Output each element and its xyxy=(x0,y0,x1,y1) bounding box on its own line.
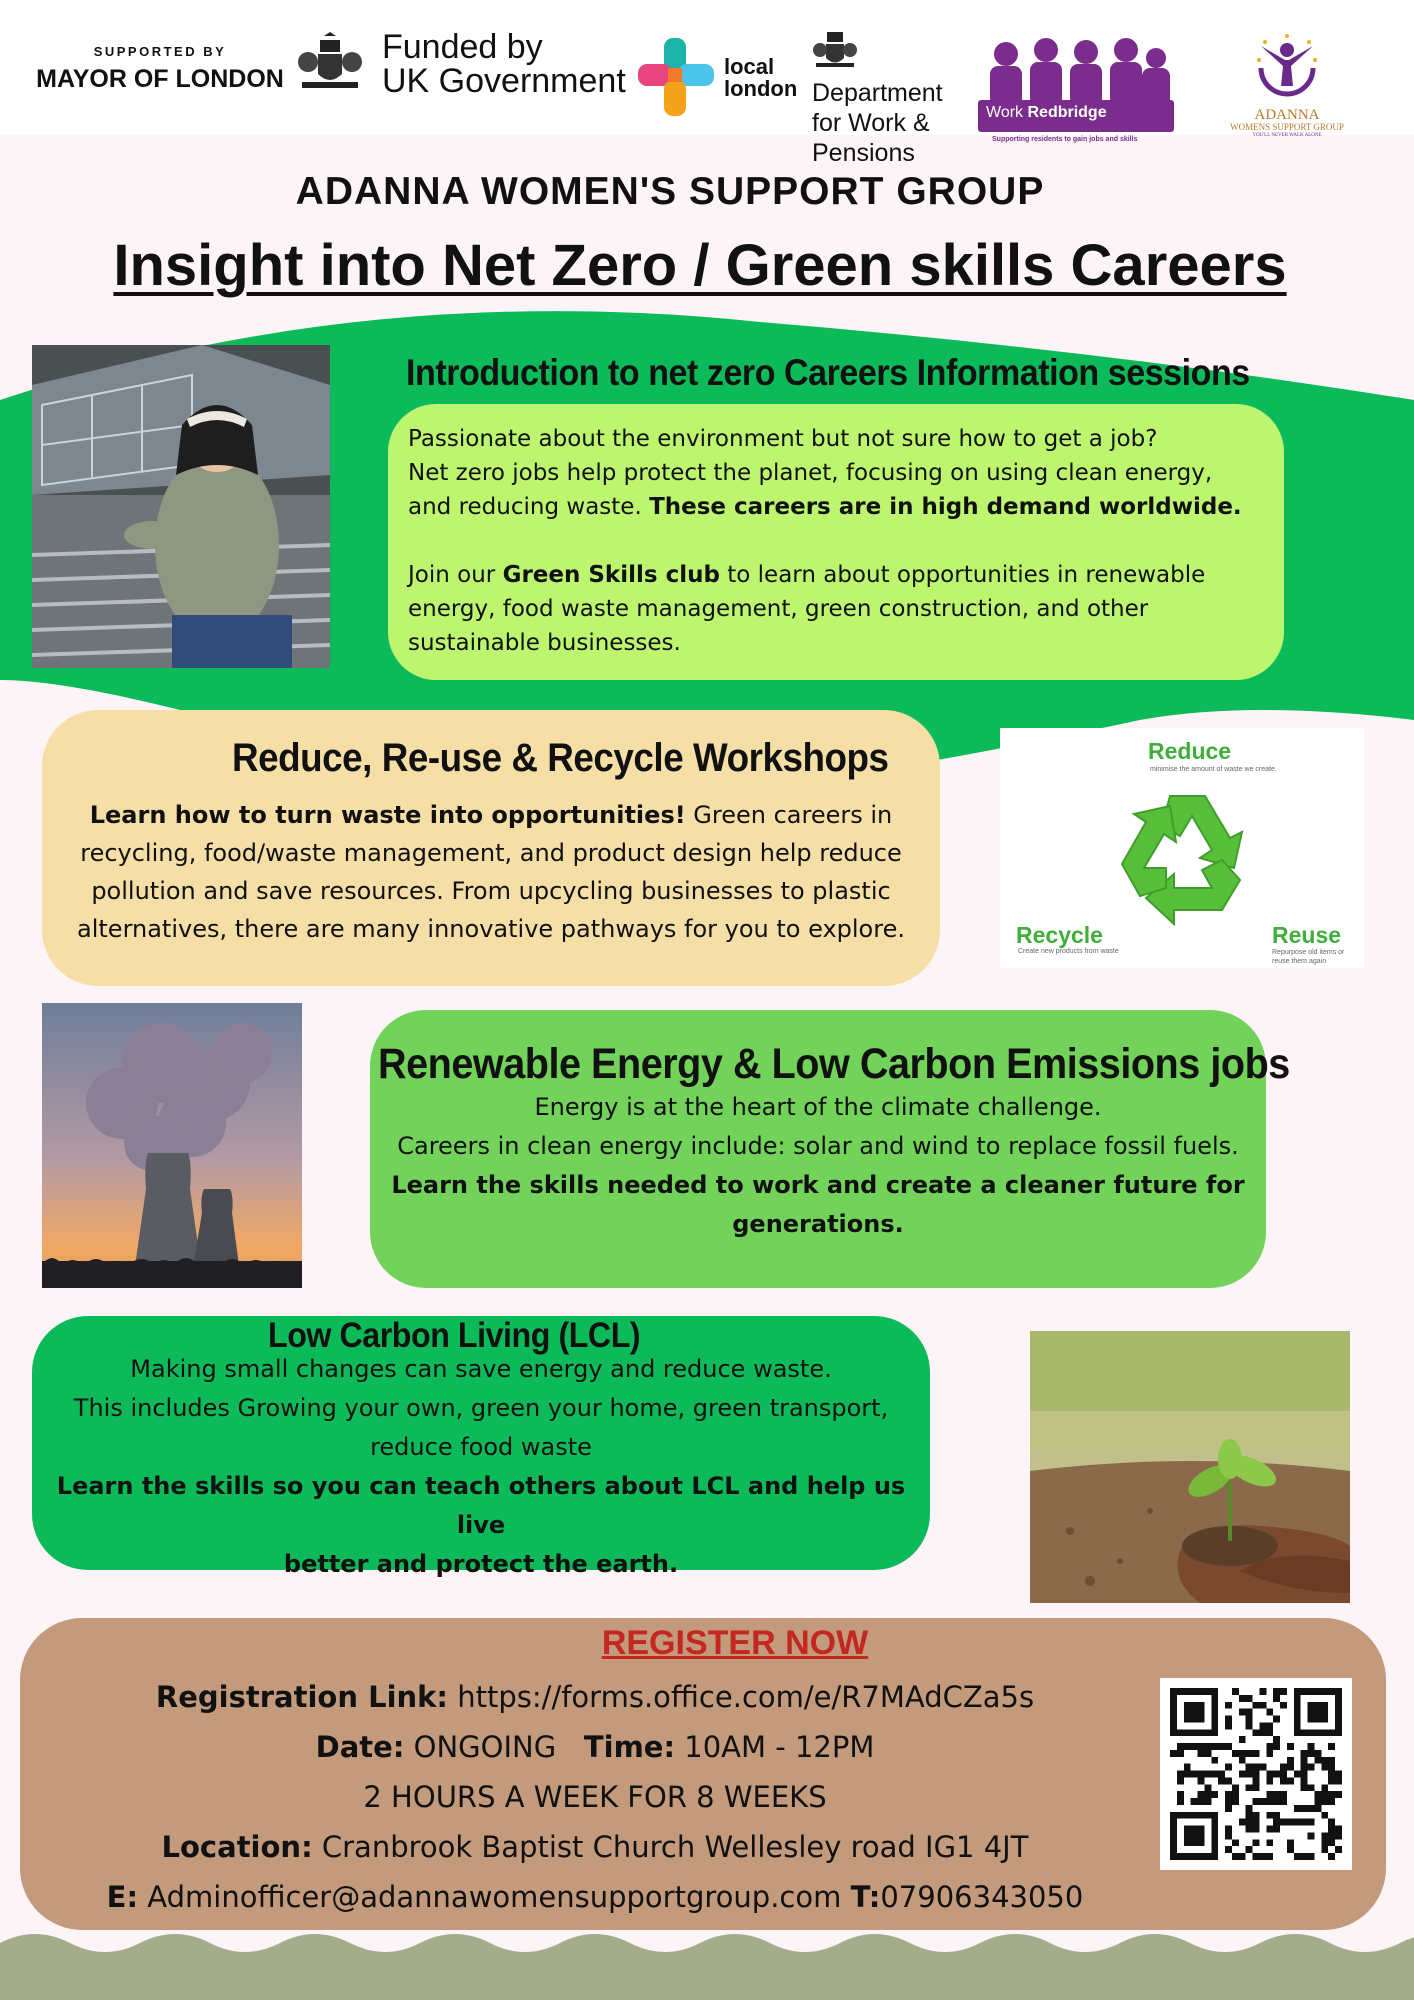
reuse-label: Reuse xyxy=(1272,922,1342,948)
adanna-logo-tag: YOU'LL NEVER WALK ALONE xyxy=(1252,133,1322,138)
energy-bold-1: Learn the skills needed to work and create a cleaner future for xyxy=(391,1171,1245,1199)
org-title: ADANNA WOMEN'S SUPPORT GROUP xyxy=(295,170,1045,213)
work-redbridge-logo xyxy=(978,36,1174,146)
intro-line-3-regular: and reducing waste. xyxy=(408,494,650,520)
spacer xyxy=(408,524,1268,558)
royal-crest-icon xyxy=(294,32,366,94)
location-line xyxy=(20,1822,1170,1872)
intro-p2-prefix: Join our xyxy=(408,562,503,588)
intro-line-5: energy, food waste management, green construction, and other xyxy=(408,596,1149,622)
recycle-line-3: pollution and save resources. From upcycling businesses to plastic xyxy=(91,877,891,905)
register-details xyxy=(20,1672,1170,1922)
recycle-heading: Reduce, Re-use & Recycle Workshops xyxy=(232,736,889,780)
time-value: 10AM - 12PM xyxy=(675,1730,875,1764)
reuse-sub: Repurpose old items or reuse them again xyxy=(1272,949,1345,965)
intro-line-4 xyxy=(408,558,1268,592)
energy-body xyxy=(380,1088,1256,1244)
registration-link-line[interactable] xyxy=(20,1672,1170,1722)
recycle-line-2: recycling, food/waste management, and product design help reduce xyxy=(80,839,902,867)
reduce-reuse-recycle-graphic xyxy=(1000,728,1364,968)
recycle-sub: Create new products from waste xyxy=(1018,948,1119,955)
recycle-after-bold: Green careers in xyxy=(685,801,893,829)
work-prefix: Work xyxy=(986,104,1028,121)
lcl-bold-2: better and protect the earth. xyxy=(283,1550,679,1578)
registration-link-url[interactable]: https://forms.office.com/e/R7MAdCZa5s xyxy=(448,1680,1035,1714)
intro-info-box xyxy=(388,404,1284,680)
dwp-logo-text xyxy=(812,78,943,168)
dwp-line-2: for Work & xyxy=(812,109,930,137)
email-label: E: xyxy=(106,1880,139,1914)
qr-code-icon xyxy=(1170,1688,1342,1860)
recycle-line-1 xyxy=(56,796,926,834)
date-time-line xyxy=(20,1722,1170,1772)
intro-p2-suffix: to learn about opportunities in renewable xyxy=(719,562,1206,588)
lcl-line-1: Making small changes can save energy and reduce waste. xyxy=(130,1355,832,1383)
local-london-cross-icon xyxy=(638,38,714,116)
supported-by-text: SUPPORTED BY xyxy=(93,44,227,59)
duration-line: 2 HOURS A WEEK FOR 8 WEEKS xyxy=(363,1780,827,1814)
seedling-in-hands-photo xyxy=(1030,1331,1350,1603)
registration-qr-code[interactable] xyxy=(1160,1678,1352,1870)
lcl-box xyxy=(32,1316,930,1578)
redbridge-name: Redbridge xyxy=(1027,104,1107,121)
lcl-line-2: This includes Growing your own, green your home, green transport, xyxy=(73,1394,889,1422)
lcl-bold-1: Learn the skills so you can teach others about LCL and help us live xyxy=(56,1472,906,1539)
contact-line xyxy=(20,1872,1170,1922)
recycle-arrows-icon xyxy=(1110,776,1270,926)
intro-heading: Introduction to net zero Careers Information sessions xyxy=(406,352,1250,393)
green-skills-club-emphasis: Green Skills club xyxy=(502,562,720,588)
dwp-crest-icon xyxy=(812,28,858,70)
time-label: Time: xyxy=(583,1730,676,1764)
page-title: Insight into Net Zero / Green skills Careers xyxy=(113,233,1287,298)
register-now-heading: REGISTER NOW xyxy=(601,1624,869,1662)
adanna-logo-sub: WOMENS SUPPORT GROUP xyxy=(1230,122,1344,132)
local-line2: london xyxy=(724,76,798,101)
lcl-heading: Low Carbon Living (LCL) xyxy=(268,1316,641,1355)
funded-by-uk-gov-logo xyxy=(382,30,626,98)
intro-line-2: Net zero jobs help protect the planet, focusing on using clean energy, xyxy=(408,460,1213,486)
woman-with-solar-car-photo xyxy=(32,345,330,668)
location-value: Cranbrook Baptist Church Wellesley road IG1 4JT xyxy=(312,1830,1029,1864)
location-label: Location: xyxy=(161,1830,313,1864)
intro-body xyxy=(408,422,1268,660)
adanna-figure-icon xyxy=(1251,34,1323,104)
phone-value[interactable]: 07906343050 xyxy=(880,1880,1084,1914)
recycle-body xyxy=(56,796,926,948)
work-redbridge-wordmark xyxy=(986,104,1107,122)
dwp-line-3: Pensions xyxy=(812,139,915,167)
recycle-bold-lead: Learn how to turn waste into opportunities! xyxy=(89,801,686,829)
local-london-text xyxy=(724,56,797,100)
intro-line-1: Passionate about the environment but not sure how to get a job? xyxy=(408,426,1158,452)
lcl-body xyxy=(42,1350,920,1584)
mayor-text: MAYOR OF LONDON xyxy=(36,65,284,93)
adanna-logo-name: ADANNA xyxy=(1254,107,1320,123)
reduce-sub: minimise the amount of waste we create. xyxy=(1150,766,1277,773)
footer-wave xyxy=(0,1925,1414,2000)
registration-link-label: Registration Link: xyxy=(155,1680,449,1714)
intro-demand-emphasis: These careers are in high demand worldwide. xyxy=(649,494,1242,520)
energy-box xyxy=(370,1010,1290,1288)
energy-line-1: Energy is at the heart of the climate challenge. xyxy=(534,1093,1102,1121)
intro-line-3 xyxy=(408,490,1268,524)
local-line1: local xyxy=(724,54,775,79)
funded-line1: Funded by xyxy=(382,28,543,66)
cooling-towers-photo xyxy=(42,1003,302,1288)
recycle-box xyxy=(42,710,940,986)
reduce-label: Reduce xyxy=(1148,738,1232,764)
lcl-line-3: reduce food waste xyxy=(370,1433,592,1461)
date-label: Date: xyxy=(315,1730,405,1764)
energy-line-2: Careers in clean energy include: solar and wind to replace fossil fuels. xyxy=(397,1132,1239,1160)
mayor-of-london-logo xyxy=(32,44,288,94)
energy-heading: Renewable Energy & Low Carbon Emissions jobs xyxy=(378,1040,1290,1088)
intro-line-6: sustainable businesses. xyxy=(408,630,681,656)
dwp-line-1: Department xyxy=(812,79,943,107)
recycle-line-4: alternatives, there are many innovative pathways for you to explore. xyxy=(77,915,905,943)
recycle-label: Recycle xyxy=(1016,922,1103,948)
date-value: ONGOING xyxy=(404,1730,557,1764)
phone-label: T: xyxy=(850,1880,881,1914)
adanna-logo xyxy=(1212,34,1362,138)
funded-line2: UK Government xyxy=(382,62,626,100)
energy-bold-2: generations. xyxy=(732,1210,904,1238)
email-value[interactable]: Adminofficer@adannawomensupportgroup.com xyxy=(138,1880,851,1914)
work-redbridge-tagline: Supporting residents to gain jobs and skills xyxy=(992,136,1138,143)
